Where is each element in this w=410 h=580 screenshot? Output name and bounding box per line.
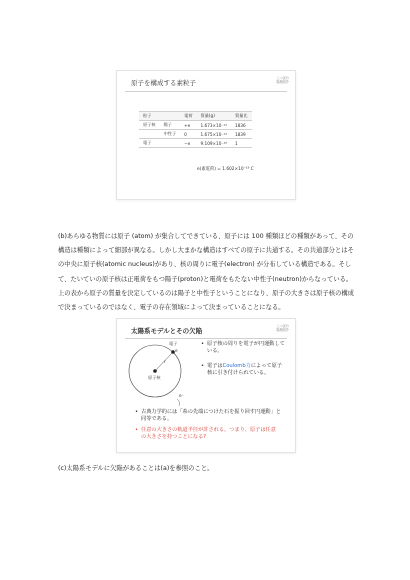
table-cell xyxy=(139,130,160,139)
slide-divider xyxy=(125,91,287,92)
label-e: e xyxy=(175,348,178,353)
table-row xyxy=(139,139,252,148)
table-cell: 1.675×10⁻²⁴ xyxy=(197,130,231,139)
slide-solar-system-model xyxy=(116,318,296,453)
bullet-dot: • xyxy=(201,341,205,347)
col-sub xyxy=(160,112,181,121)
bullet-2: • 電子はCoulomb力によって原子核に引き付けられている。 xyxy=(201,363,282,376)
bullet-dot: • xyxy=(201,363,205,369)
bullet-3: • 古典力学的には「糸の先端につけた石を振り回す円運動」と同等である。 xyxy=(135,409,281,422)
table-cell: 9.109×10⁻²⁸ xyxy=(197,139,231,148)
table-cell: 1836 xyxy=(231,121,252,130)
nucleus-dot xyxy=(153,369,157,373)
table-cell: 1.673×10⁻²⁴ xyxy=(197,121,231,130)
col-particle: 粒子 xyxy=(139,112,160,121)
label-r: r xyxy=(164,359,166,364)
col-charge: 電荷 xyxy=(180,112,196,121)
table-cell: −e xyxy=(180,139,196,148)
particle-table xyxy=(139,111,252,148)
label-nucleus: 原子核 xyxy=(148,375,161,380)
label-electron: 電子 xyxy=(169,341,178,346)
table-cell: 電子 xyxy=(139,139,160,148)
paragraph-c: (c)太陽系モデルに欠陥があることは(a)を参照のこと。 xyxy=(58,465,214,472)
motion-arrow xyxy=(177,399,180,406)
table-row xyxy=(139,130,252,139)
slide-corner-logo: こつぼの 原理紹介 xyxy=(276,76,289,84)
table-cell: 中性子 xyxy=(160,130,181,139)
table-cell xyxy=(160,139,181,148)
table-row xyxy=(139,121,252,130)
slide-subatomic-particles xyxy=(116,70,296,200)
coulomb-highlight: Coulomb力 xyxy=(222,363,251,369)
elementary-charge-equation: e(素電荷) = 1.602×10⁻¹⁹ C xyxy=(197,167,254,172)
bullet-dot: • xyxy=(135,409,139,415)
table-cell: 陽子 xyxy=(160,121,181,130)
table-cell: 0 xyxy=(180,130,196,139)
table-header-row xyxy=(139,112,252,121)
bullet-4: • 任意の大きさの軌道半径が許される。つまり、原子は任意の大きさを持つことになる? xyxy=(135,427,276,440)
col-mass: 質量(g) xyxy=(197,112,231,121)
bullet-dot: • xyxy=(135,427,139,433)
slide-corner-logo: こつぼの 原理紹介 xyxy=(276,324,289,332)
paragraph-b: (b)あらゆる物質には原子 (atom) が集合してできている、原子には 100 種類ほどの種類があって、その構造は種類によって細部が異なる。しかし大まかな構造はすべての原子に共通する。その共通部分とはその中央に原子核(atomic nucleus)があり、核の周りに電子(electron) が分布している構造である。そして、たいていの原子核は正電荷をもつ陽子(proton)と電荷をもたない中性子(neutron)からなっている。上の表から原子の質量を決定しているのは陽子と中性子ということになり、原子の大きさは原子核の構成で決まっているのではなく、電子の存在領域によって決まっていることになる。 xyxy=(58,233,354,312)
table-cell: 1 xyxy=(231,139,252,148)
table-cell: 原子核 xyxy=(139,121,160,130)
bullet-1: • 原子核の周りを電子が円運動している。 xyxy=(201,341,285,354)
slide-title: 原子を構成する素粒子 xyxy=(131,79,196,87)
slide-title: 太陽系モデルとその欠陥 xyxy=(131,327,203,335)
table-cell: +e xyxy=(180,121,196,130)
col-mass-ratio: 質量比 xyxy=(231,112,252,121)
table-cell: 1839 xyxy=(231,130,252,139)
label-e-minus: e⁻ xyxy=(179,393,184,398)
